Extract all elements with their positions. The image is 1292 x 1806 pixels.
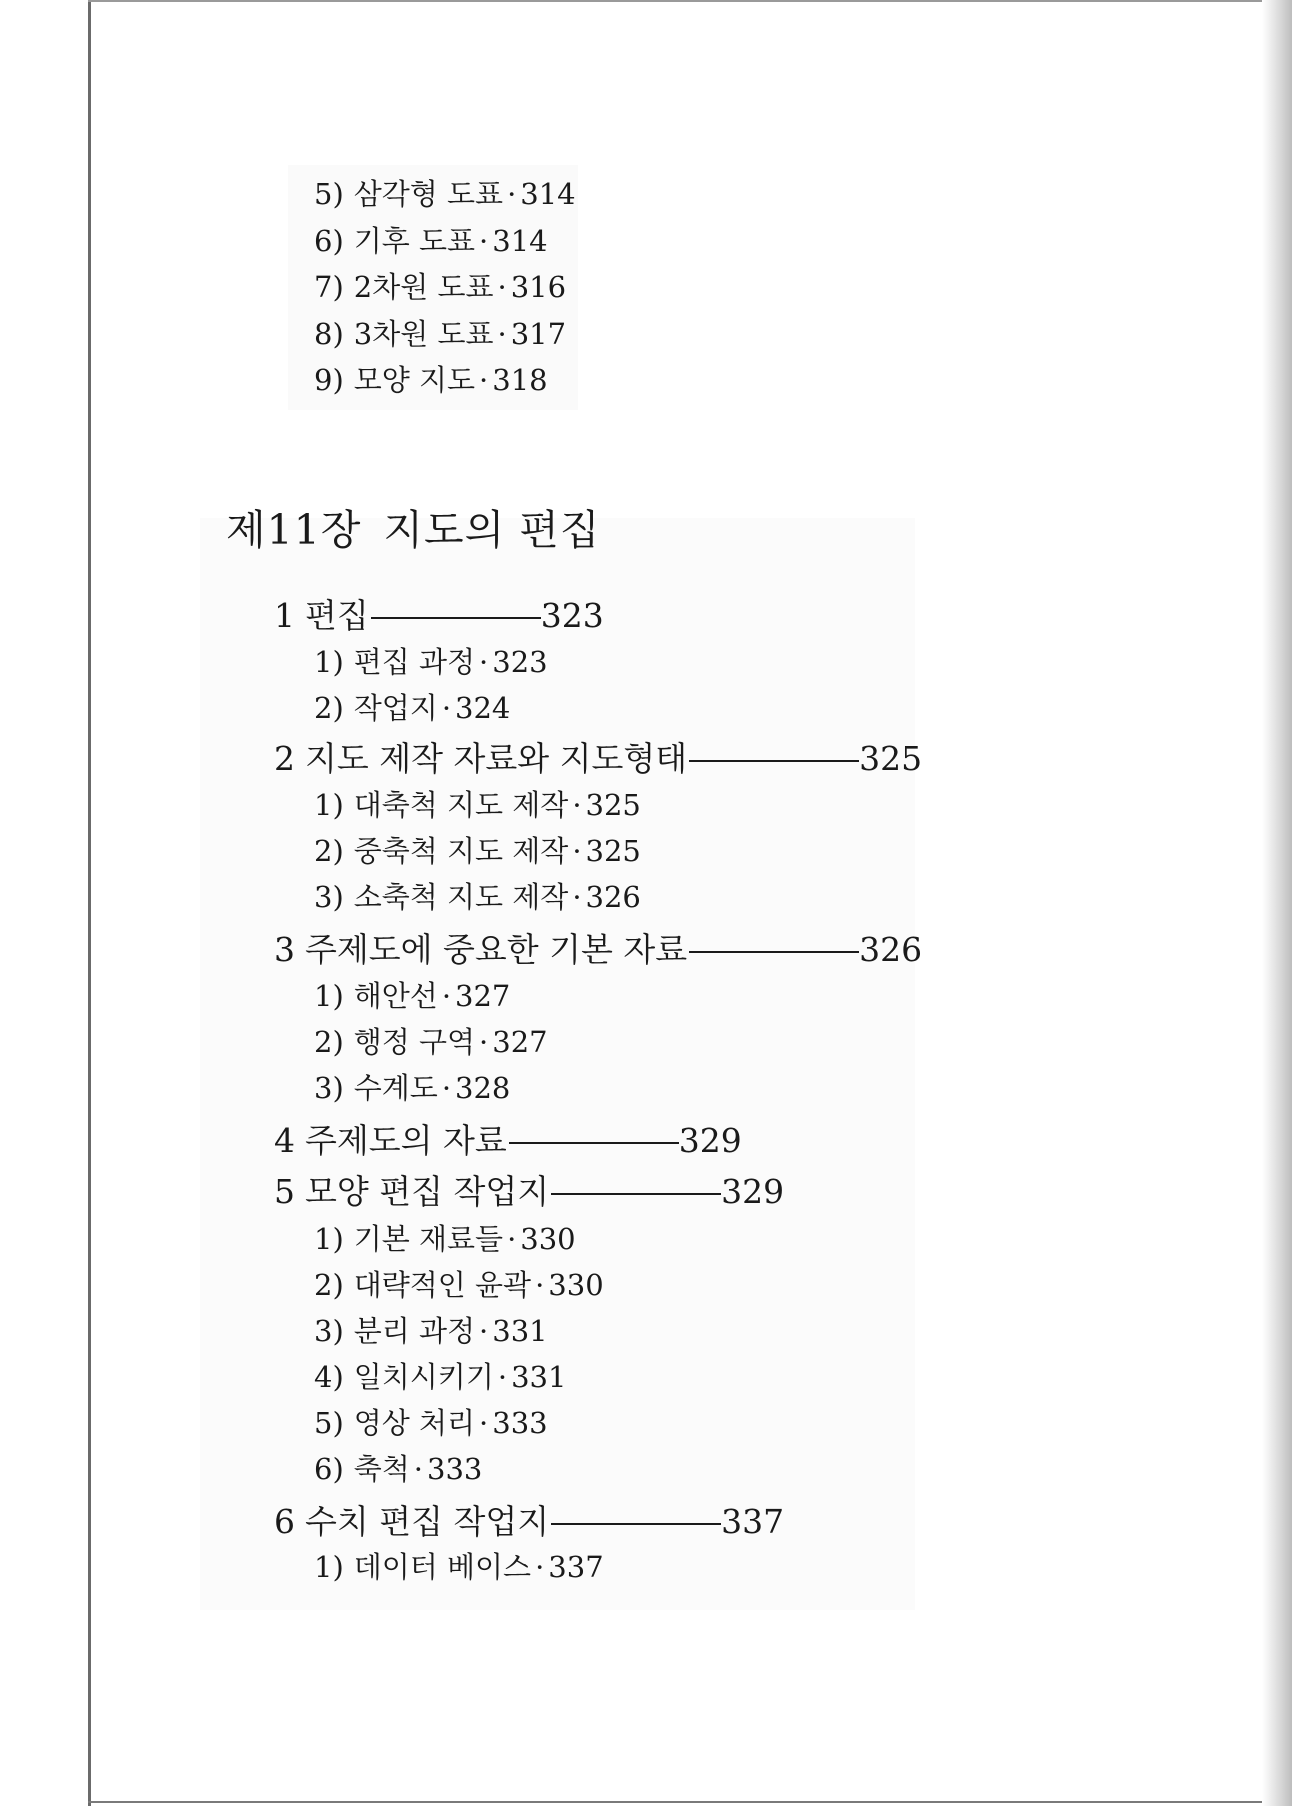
section-title: 주제도에 중요한 기본 자료 bbox=[305, 930, 688, 969]
subitem-title: 수계도 bbox=[353, 1071, 438, 1105]
subitem-number: 1) bbox=[314, 979, 344, 1013]
toc-subitem: 6) 기후 도표 · 314 bbox=[314, 224, 548, 258]
subitem-title: 축척 bbox=[353, 1452, 410, 1486]
subitem-number: 1) bbox=[314, 1222, 344, 1256]
subitem-number: 3) bbox=[314, 1071, 344, 1105]
subitem-title: 행정 구역 bbox=[353, 1025, 476, 1059]
section-page: 323 bbox=[540, 596, 604, 635]
toc-subitem: 5) 삼각형 도표 · 314 bbox=[314, 177, 576, 211]
toc-section bbox=[274, 930, 923, 969]
toc-subitem: 3) 소축척 지도 제작 · 326 bbox=[314, 880, 641, 914]
toc-section bbox=[274, 596, 604, 635]
subitem-title: 작업지 bbox=[353, 691, 438, 725]
subitem-page: 330 bbox=[548, 1268, 604, 1302]
toc-subitem: 7) 2차원 도표 · 316 bbox=[314, 270, 567, 304]
leader-line bbox=[509, 1142, 679, 1144]
chapter-label: 제11장 bbox=[226, 506, 362, 554]
subitem-title: 삼각형 도표 bbox=[353, 177, 504, 211]
subitem-number: 1) bbox=[314, 645, 344, 679]
leader-line bbox=[689, 951, 859, 953]
subitem-number: 6) bbox=[314, 224, 344, 258]
subitem-number: 5) bbox=[314, 177, 344, 211]
subitem-title: 일치시키기 bbox=[353, 1360, 494, 1394]
section-page: 325 bbox=[859, 739, 923, 778]
subitem-page: 327 bbox=[455, 979, 511, 1013]
section-page: 329 bbox=[678, 1121, 742, 1160]
subitem-number: 7) bbox=[314, 270, 344, 304]
toc-subitem: 6) 축척 · 333 bbox=[314, 1452, 483, 1486]
subitem-page: 314 bbox=[492, 224, 548, 258]
subitem-page: 333 bbox=[427, 1452, 483, 1486]
subitem-page: 314 bbox=[520, 177, 576, 211]
toc-section bbox=[274, 1502, 785, 1541]
section-title: 수치 편집 작업지 bbox=[305, 1502, 550, 1541]
subitem-number: 1) bbox=[314, 788, 344, 822]
subitem-page: 324 bbox=[455, 691, 511, 725]
toc-subitem: 2) 작업지 · 324 bbox=[314, 691, 511, 725]
subitem-page: 328 bbox=[455, 1071, 511, 1105]
section-page: 329 bbox=[721, 1172, 785, 1211]
subitem-page: 318 bbox=[492, 363, 548, 397]
leader-line bbox=[551, 1193, 721, 1195]
subitem-page: 337 bbox=[548, 1550, 604, 1584]
section-page: 337 bbox=[721, 1502, 785, 1541]
toc-subitem: 4) 일치시키기 · 331 bbox=[314, 1360, 567, 1394]
subitem-title: 편집 과정 bbox=[353, 645, 476, 679]
chapter-heading bbox=[226, 506, 601, 554]
subitem-page: 323 bbox=[492, 645, 548, 679]
section-number: 2 bbox=[274, 739, 295, 778]
toc-section bbox=[274, 1121, 742, 1160]
section-page: 326 bbox=[859, 930, 923, 969]
toc-subitem: 5) 영상 처리 · 333 bbox=[314, 1406, 548, 1440]
subitem-page: 325 bbox=[585, 834, 641, 868]
subitem-title: 3차원 도표 bbox=[353, 317, 494, 351]
leader-line bbox=[551, 1523, 721, 1525]
toc-section bbox=[274, 1172, 785, 1211]
subitem-number: 2) bbox=[314, 1025, 344, 1059]
subitem-title: 해안선 bbox=[353, 979, 438, 1013]
subitem-page: 326 bbox=[585, 880, 641, 914]
subitem-number: 2) bbox=[314, 691, 344, 725]
toc-subitem: 2) 행정 구역 · 327 bbox=[314, 1025, 548, 1059]
subitem-page: 331 bbox=[492, 1314, 548, 1348]
subitem-page: 325 bbox=[585, 788, 641, 822]
subitem-number: 4) bbox=[314, 1360, 344, 1394]
section-number: 1 bbox=[274, 596, 295, 635]
subitem-number: 2) bbox=[314, 834, 344, 868]
section-title: 모양 편집 작업지 bbox=[305, 1172, 550, 1211]
section-number: 3 bbox=[274, 930, 295, 969]
toc-subitem: 1) 기본 재료들 · 330 bbox=[314, 1222, 576, 1256]
toc-subitem: 1) 데이터 베이스 · 337 bbox=[314, 1550, 604, 1584]
subitem-title: 대축척 지도 제작 bbox=[353, 788, 569, 822]
toc-subitem: 9) 모양 지도 · 318 bbox=[314, 363, 548, 397]
section-title: 편집 bbox=[305, 596, 369, 635]
subitem-number: 5) bbox=[314, 1406, 344, 1440]
toc-subitem: 2) 대략적인 윤곽 · 330 bbox=[314, 1268, 604, 1302]
subitem-title: 데이터 베이스 bbox=[353, 1550, 532, 1584]
subitem-page: 331 bbox=[511, 1360, 567, 1394]
subitem-number: 9) bbox=[314, 363, 344, 397]
subitem-page: 327 bbox=[492, 1025, 548, 1059]
subitem-number: 3) bbox=[314, 880, 344, 914]
subitem-title: 기본 재료들 bbox=[353, 1222, 504, 1256]
toc-subitem: 3) 분리 과정 · 331 bbox=[314, 1314, 548, 1348]
toc-subitem: 1) 해안선 · 327 bbox=[314, 979, 511, 1013]
section-number: 6 bbox=[274, 1502, 295, 1541]
subitem-number: 1) bbox=[314, 1550, 344, 1584]
subitem-title: 소축척 지도 제작 bbox=[353, 880, 569, 914]
toc-subitem: 1) 대축척 지도 제작 · 325 bbox=[314, 788, 641, 822]
section-title: 주제도의 자료 bbox=[305, 1121, 507, 1160]
toc-subitem: 2) 중축척 지도 제작 · 325 bbox=[314, 834, 641, 868]
subitem-number: 6) bbox=[314, 1452, 344, 1486]
subitem-number: 8) bbox=[314, 317, 344, 351]
chapter-title: 지도의 편집 bbox=[383, 506, 601, 554]
subitem-title: 분리 과정 bbox=[353, 1314, 476, 1348]
toc-subitem: 8) 3차원 도표 · 317 bbox=[314, 317, 567, 351]
subitem-title: 중축척 지도 제작 bbox=[353, 834, 569, 868]
subitem-page: 317 bbox=[510, 317, 567, 351]
subitem-page: 330 bbox=[520, 1222, 576, 1256]
section-number: 4 bbox=[274, 1121, 295, 1160]
subitem-number: 3) bbox=[314, 1314, 344, 1348]
section-number: 5 bbox=[274, 1172, 295, 1211]
subitem-title: 기후 도표 bbox=[353, 224, 476, 258]
subitem-title: 2차원 도표 bbox=[353, 270, 494, 304]
toc-subitem: 1) 편집 과정 · 323 bbox=[314, 645, 548, 679]
section-title: 지도 제작 자료와 지도형태 bbox=[305, 739, 688, 778]
subitem-title: 모양 지도 bbox=[353, 363, 476, 397]
leader-line bbox=[371, 617, 541, 619]
leader-line bbox=[689, 760, 859, 762]
subitem-page: 333 bbox=[492, 1406, 548, 1440]
toc-subitem: 3) 수계도 · 328 bbox=[314, 1071, 511, 1105]
subitem-page: 316 bbox=[510, 270, 567, 304]
toc-section bbox=[274, 739, 923, 778]
subitem-title: 대략적인 윤곽 bbox=[353, 1268, 532, 1302]
subitem-number: 2) bbox=[314, 1268, 344, 1302]
subitem-title: 영상 처리 bbox=[353, 1406, 476, 1440]
